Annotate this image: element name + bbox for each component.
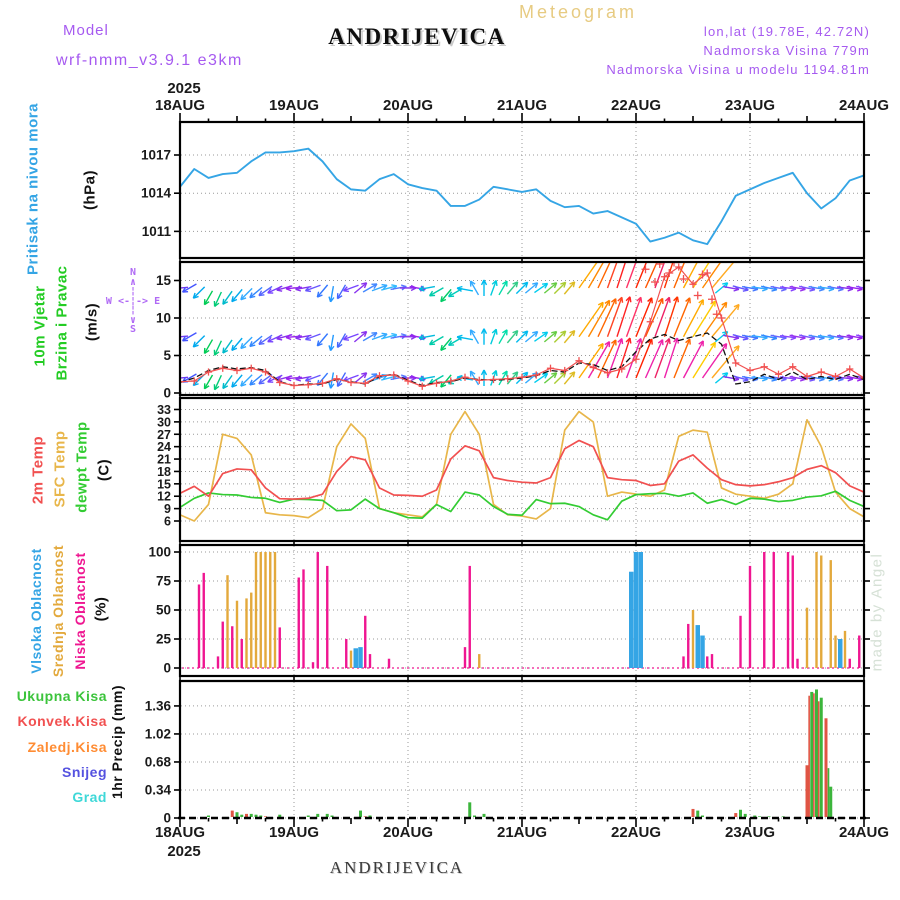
svg-text:33: 33 [157, 402, 171, 417]
svg-text:100: 100 [148, 544, 171, 560]
footer-station-title: ANDRIJEVICA [329, 858, 465, 877]
precip-legend-snow: Snijeg [61, 764, 107, 780]
precip-unit-label: 1hr Precip (mm) [109, 684, 125, 800]
elevation-text: Nadmorska Visina 779m [703, 43, 870, 58]
pressure-unit-label: (hPa) [81, 170, 99, 210]
precip-bars [207, 689, 832, 818]
temp-sfc-label: SFC Temp [51, 430, 69, 508]
compass-n: N [129, 266, 137, 278]
svg-text:30: 30 [157, 415, 171, 430]
svg-text:24AUG: 24AUG [838, 824, 890, 841]
watermark: made by Angel [868, 552, 886, 672]
svg-text:19AUG: 19AUG [268, 824, 320, 841]
compass-arrow-down: ∨ [129, 314, 137, 326]
svg-text:18AUG: 18AUG [154, 97, 206, 114]
svg-text:75: 75 [155, 573, 171, 589]
svg-text:0.68: 0.68 [144, 754, 171, 770]
compass-s: S [129, 323, 137, 335]
svg-text:23AUG: 23AUG [724, 824, 776, 841]
temp-dewpt-label: dewpt Temp [73, 421, 91, 513]
model-elevation-text: Nadmorska Visina u modelu 1194.81m [606, 62, 870, 77]
temp-2m-label: 2m Temp [29, 435, 47, 505]
wind-barbs [172, 248, 872, 390]
meteogram-heading: Meteogram [518, 2, 638, 22]
gridlines [180, 123, 864, 818]
svg-text:21: 21 [157, 452, 171, 467]
wind-axis-label-2: Brzina i Pravac [53, 265, 71, 381]
svg-text:0: 0 [163, 385, 171, 401]
compass-bar-top: ¦ [129, 285, 137, 297]
svg-text:6: 6 [164, 514, 171, 529]
svg-text:20AUG: 20AUG [382, 97, 434, 114]
cloud-mid-label: Srednja Oblacnost [50, 544, 66, 678]
svg-text:9: 9 [164, 502, 171, 517]
svg-text:1017: 1017 [140, 147, 171, 163]
cloud-unit-label: (%) [92, 596, 110, 622]
wind-axis-label-1: 10m Vjetar [31, 285, 49, 367]
svg-text:50: 50 [155, 602, 171, 618]
svg-text:18: 18 [157, 464, 171, 479]
svg-text:0: 0 [163, 660, 171, 676]
svg-text:21AUG: 21AUG [496, 97, 548, 114]
station-title: ANDRIJEVICA [328, 24, 506, 49]
svg-text:1.36: 1.36 [144, 698, 171, 714]
svg-text:0: 0 [163, 810, 171, 826]
svg-text:1011: 1011 [141, 223, 171, 239]
svg-text:23AUG: 23AUG [724, 97, 776, 114]
compass-bar-bottom: ¦ [129, 304, 137, 316]
svg-text:1.02: 1.02 [144, 726, 171, 742]
precip-legend-convective: Konvek.Kisa [17, 713, 107, 729]
svg-text:25: 25 [155, 631, 171, 647]
svg-text:2025: 2025 [167, 843, 201, 860]
cloud-low-label: Niska Oblacnost [72, 552, 88, 670]
svg-text:20AUG: 20AUG [382, 824, 434, 841]
svg-text:27: 27 [157, 427, 171, 442]
svg-text:21AUG: 21AUG [496, 824, 548, 841]
wind-unit-label: (m/s) [83, 302, 101, 342]
model-name: wrf-nmm_v3.9.1 e3km [56, 52, 243, 69]
compass-we-row: W <-¦-> E [105, 295, 161, 307]
svg-text:15: 15 [157, 477, 171, 492]
precip-legend-hail: Grad [72, 789, 107, 805]
svg-text:10: 10 [155, 310, 171, 326]
model-label: Model [63, 22, 109, 39]
precip-legend-frozen: Zaledj.Kisa [27, 739, 107, 755]
svg-text:19AUG: 19AUG [268, 97, 320, 114]
lonlat-text: lon,lat (19.78E, 42.72N) [703, 24, 870, 39]
svg-text:2025: 2025 [167, 80, 201, 97]
svg-text:22AUG: 22AUG [610, 824, 662, 841]
svg-text:5: 5 [163, 348, 171, 363]
compass-arrow-up: ∧ [129, 276, 137, 288]
cloud-high-label: Vlsoka Oblacnost [28, 548, 44, 674]
pressure-axis-label: Pritisak na nivou mora [24, 103, 42, 275]
svg-text:18AUG: 18AUG [154, 824, 206, 841]
svg-text:15: 15 [155, 273, 171, 288]
svg-text:22AUG: 22AUG [610, 97, 662, 114]
svg-text:1014: 1014 [140, 185, 171, 201]
svg-text:24: 24 [157, 440, 171, 455]
pressure-series [180, 149, 864, 244]
svg-text:24AUG: 24AUG [838, 97, 890, 114]
svg-text:0.34: 0.34 [144, 782, 171, 798]
temp-unit-label: (C) [95, 458, 113, 482]
precip-legend-total: Ukupna Kisa [16, 688, 107, 704]
svg-text:12: 12 [157, 489, 171, 504]
